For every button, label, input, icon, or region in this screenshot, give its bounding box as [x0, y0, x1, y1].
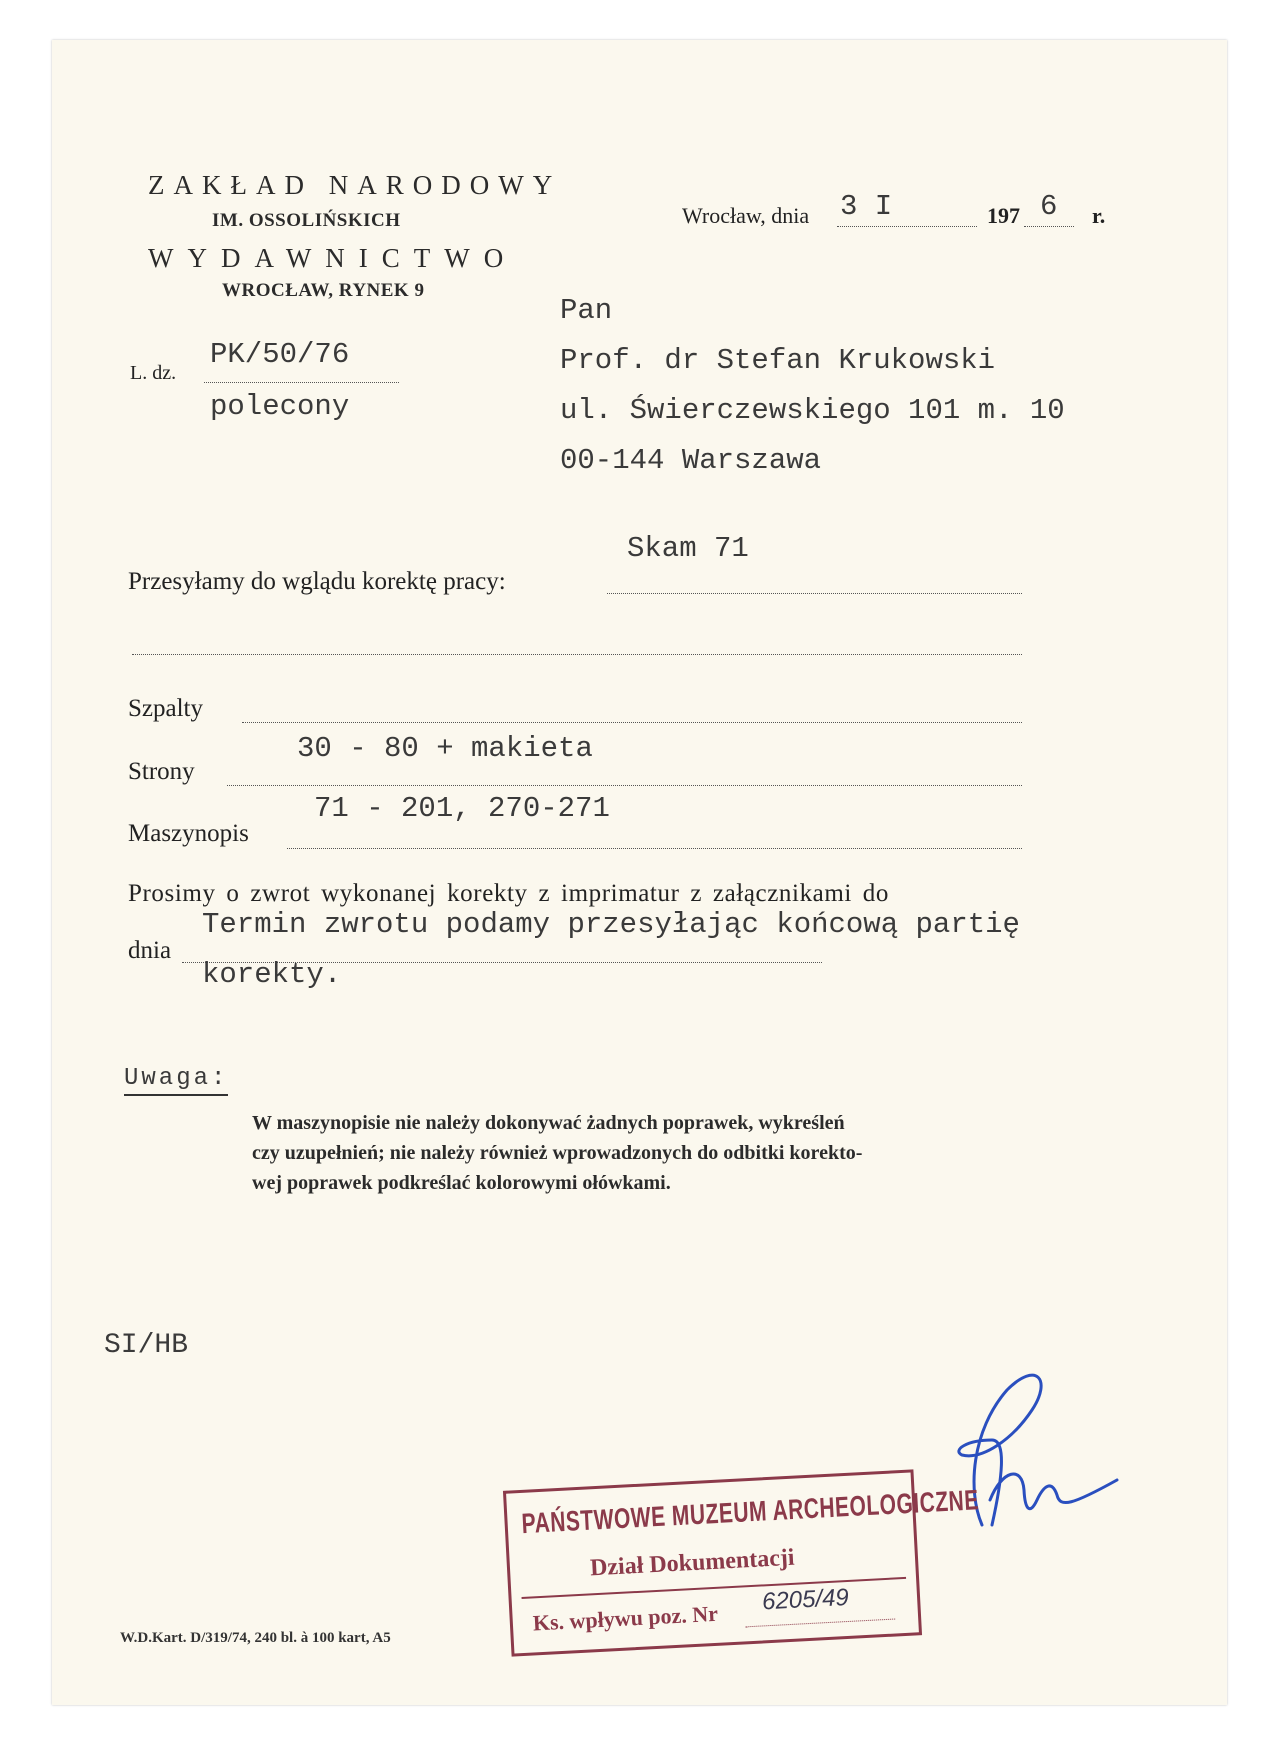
work-value: Skam 71 — [627, 532, 749, 565]
delivery-type: polecony — [210, 390, 350, 423]
recipient-city: 00-144 Warszawa — [560, 444, 822, 477]
work-label: Przesyłamy do wglądu korektę pracy: — [128, 568, 506, 595]
work-dotted-line — [607, 593, 1022, 594]
pages-label: Strony — [128, 758, 195, 785]
return-day-value: Termin zwrotu podamy przesyłając końcową partię — [202, 908, 1020, 941]
publisher-subtitle: IM. OSSOLIŃSKICH — [212, 210, 401, 231]
reference-number: PK/50/76 — [210, 338, 350, 371]
typescript-value: 71 - 201, 270-271 — [314, 792, 610, 825]
date-year-digit: 6 — [1040, 190, 1058, 223]
columns-dotted-line — [242, 722, 1022, 723]
date-prefix: Wrocław, dnia — [682, 203, 810, 228]
pages-value: 30 - 80 + makieta — [297, 732, 593, 765]
form-code: W.D.Kart. D/319/74, 240 bl. à 100 kart, A5 — [120, 1630, 391, 1646]
recipient-salutation: Pan — [560, 294, 613, 327]
stamp-entry-label: Ks. wpływu poz. Nr — [532, 1600, 719, 1636]
note-title: Uwaga: — [124, 1065, 228, 1096]
reference-label: L. dz. — [130, 362, 177, 384]
publisher-name: ZAKŁAD NARODOWY — [148, 170, 562, 200]
date-suffix: r. — [1092, 203, 1106, 228]
publisher-department: WYDAWNICTWO — [148, 243, 518, 273]
return-day-value-continued: korekty. — [202, 958, 342, 991]
columns-label: Szpalty — [128, 695, 203, 722]
date-day-month: 3 I — [840, 190, 893, 223]
recipient-name: Prof. dr Stefan Krukowski — [560, 344, 996, 377]
note-line-2: czy uzupełnień; nie należy również wprowadzonych do odbitki korekto- — [252, 1142, 863, 1164]
typescript-label: Maszynopis — [128, 820, 249, 847]
date-dotted-line — [837, 226, 977, 227]
reference-dotted-line — [204, 382, 399, 383]
typist-initials: SI/HB — [104, 1330, 189, 1361]
year-dotted-line — [1024, 226, 1074, 227]
note-line-1: W maszynopisie nie należy dokonywać żadnych poprawek, wykreśleń — [252, 1112, 845, 1134]
pages-dotted-line — [227, 785, 1022, 786]
stamp-entry-number: 6205/49 — [761, 1583, 850, 1616]
return-request-text: Prosimy o zwrot wykonanej korekty z imprimatur z załącznikami do — [128, 880, 890, 907]
blank-dotted-line — [132, 654, 1022, 655]
archive-stamp — [503, 1469, 980, 1656]
document-sheet — [52, 40, 1227, 1705]
return-day-label: dnia — [128, 937, 172, 964]
signature — [912, 1340, 1162, 1560]
publisher-address: WROCŁAW, RYNEK 9 — [222, 280, 425, 301]
typescript-dotted-line — [287, 848, 1022, 849]
date-year-prefix: 197 — [987, 203, 1020, 228]
stamp-museum-name: PAŃSTWOWE MUZEUM ARCHEOLOGICZNE — [520, 1485, 980, 1540]
recipient-street: ul. Świerczewskiego 101 m. 10 — [560, 394, 1065, 427]
note-line-3: wej poprawek podkreślać kolorowymi ołówkami. — [252, 1172, 671, 1194]
stamp-entry-dotted-line — [745, 1619, 895, 1628]
stamp-department: Dział Dokumentacji — [589, 1544, 796, 1582]
